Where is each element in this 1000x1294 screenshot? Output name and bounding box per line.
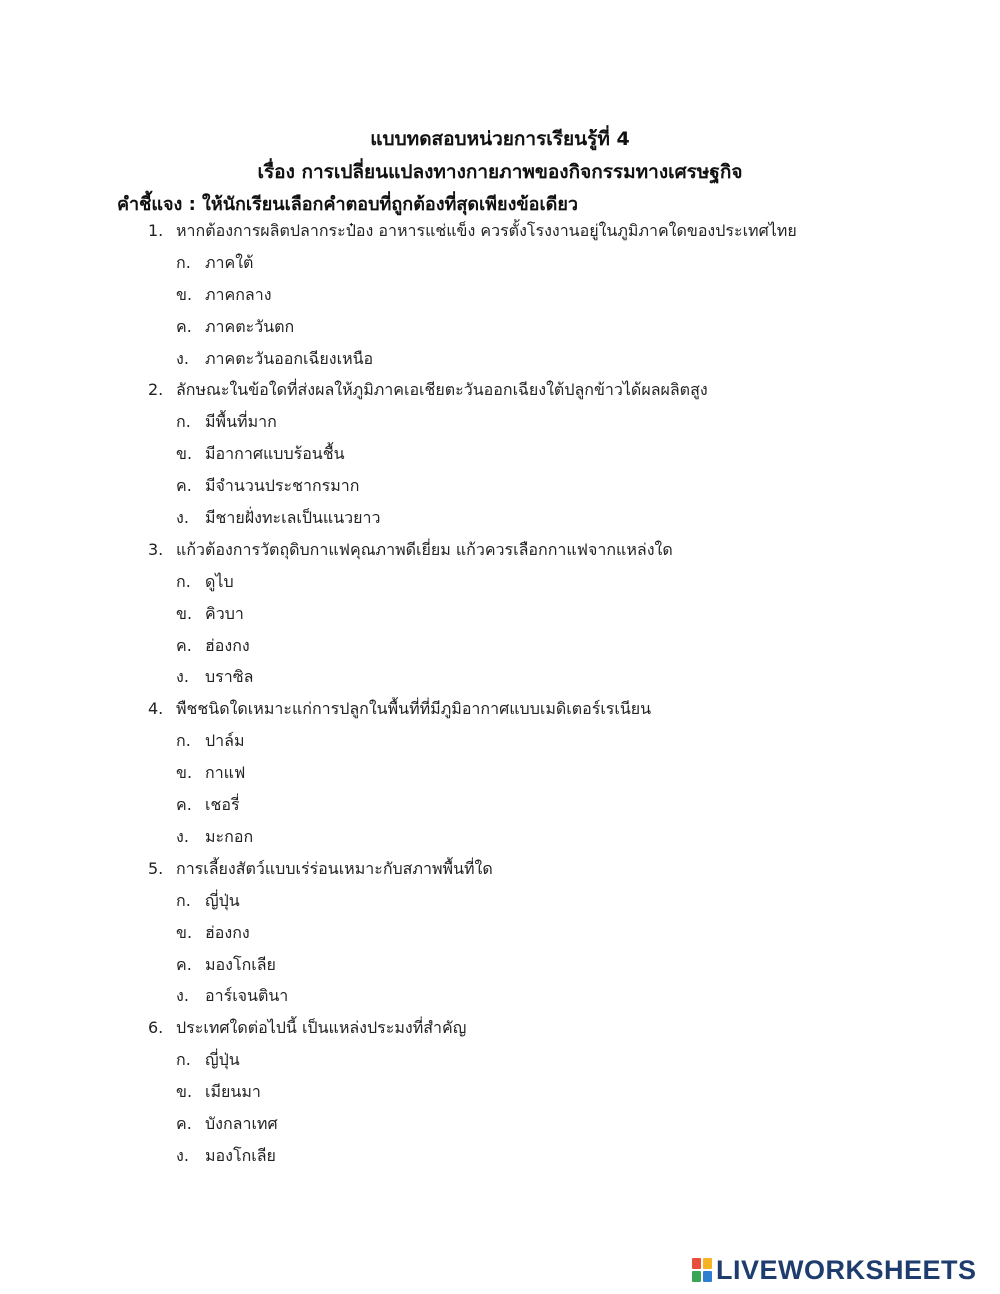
question-text: ประเทศใดต่อไปนี้ เป็นแหล่งประมงที่สำคัญ [176,1018,467,1037]
instructions: คำชี้แจง : ให้นักเรียนเลือกคำตอบที่ถูกต้องที่สุดเพียงข้อเดียว [117,194,578,215]
option-2a[interactable]: ก. มีพื้นที่มาก [176,412,277,431]
option-1d[interactable]: ง. ภาคตะวันออกเฉียงเหนือ [176,349,374,368]
liveworksheets-logo-icon [692,1258,712,1282]
question-text: ลักษณะในข้อใดที่ส่งผลให้ภูมิภาคเอเชียตะวันออกเฉียงใต้ปลูกข้าวได้ผลผลิตสูง [176,380,708,399]
option-6b[interactable]: ข. เมียนมา [176,1082,261,1101]
option-3b[interactable]: ข. คิวบา [176,604,244,623]
question-text: หากต้องการผลิตปลากระป๋อง อาหารแช่แข็ง ควรตั้งโรงงานอยู่ในภูมิภาคใดของประเทศไทย [176,221,797,240]
question-4: 4. พืชชนิดใดเหมาะแก่การปลูกในพื้นที่ที่มีภูมิอากาศแบบเมดิเตอร์เรเนียน [148,699,652,718]
option-4b[interactable]: ข. กาแฟ [176,763,246,782]
logo-square-green [692,1271,701,1282]
logo-square-red [692,1258,701,1269]
option-1a[interactable]: ก. ภาคใต้ [176,253,254,272]
option-3a[interactable]: ก. ดูไบ [176,572,234,591]
option-5b[interactable]: ข. ฮ่องกง [176,923,250,942]
option-6a[interactable]: ก. ญี่ปุ่น [176,1050,240,1069]
option-3c[interactable]: ค. ฮ่องกง [176,636,250,655]
question-2: 2. ลักษณะในข้อใดที่ส่งผลให้ภูมิภาคเอเชียตะวันออกเฉียงใต้ปลูกข้าวได้ผลผลิตสูง [148,380,708,399]
liveworksheets-logo [692,1254,977,1286]
page-subtitle: เรื่อง การเปลี่ยนแปลงทางกายภาพของกิจกรรมทางเศรษฐกิจ [257,161,743,183]
option-6d[interactable]: ง. มองโกเลีย [176,1146,276,1165]
question-1: 1. หากต้องการผลิตปลากระป๋อง อาหารแช่แข็ง ควรตั้งโรงงานอยู่ในภูมิภาคใดของประเทศไทย [148,221,797,240]
option-1c[interactable]: ค. ภาคตะวันตก [176,317,295,336]
option-2d[interactable]: ง. มีชายฝั่งทะเลเป็นแนวยาว [176,508,381,527]
option-4a[interactable]: ก. ปาล์ม [176,731,245,750]
question-3: 3. แก้วต้องการวัตถุดิบกาแฟคุณภาพดีเยี่ยม แก้วควรเลือกกาแฟจากแหล่งใด [148,540,673,559]
question-5: 5. การเลี้ยงสัตว์แบบเร่ร่อนเหมาะกับสภาพพื้นที่ใด [148,859,493,878]
logo-square-blue [703,1271,712,1282]
option-2c[interactable]: ค. มีจำนวนประชากรมาก [176,476,360,495]
logo-text: LIVEWORKSHEETS [716,1254,977,1285]
option-1b[interactable]: ข. ภาคกลาง [176,285,272,304]
option-4d[interactable]: ง. มะกอก [176,827,254,846]
option-3d[interactable]: ง. บราซิล [176,667,254,686]
question-6: 6. ประเทศใดต่อไปนี้ เป็นแหล่งประมงที่สำคัญ [148,1018,467,1037]
option-2b[interactable]: ข. มีอากาศแบบร้อนชื้น [176,444,345,463]
question-text: พืชชนิดใดเหมาะแก่การปลูกในพื้นที่ที่มีภูมิอากาศแบบเมดิเตอร์เรเนียน [176,699,652,718]
option-6c[interactable]: ค. บังกลาเทศ [176,1114,278,1133]
option-5c[interactable]: ค. มองโกเลีย [176,955,276,974]
question-text: การเลี้ยงสัตว์แบบเร่ร่อนเหมาะกับสภาพพื้นที่ใด [176,859,493,878]
logo-square-yellow [703,1258,712,1269]
question-text: แก้วต้องการวัตถุดิบกาแฟคุณภาพดีเยี่ยม แก้วควรเลือกกาแฟจากแหล่งใด [176,540,673,559]
page-title: แบบทดสอบหน่วยการเรียนรู้ที่ 4 [370,128,630,150]
option-4c[interactable]: ค. เชอรี่ [176,795,240,814]
option-5d[interactable]: ง. อาร์เจนตินา [176,986,289,1005]
option-5a[interactable]: ก. ญี่ปุ่น [176,891,240,910]
